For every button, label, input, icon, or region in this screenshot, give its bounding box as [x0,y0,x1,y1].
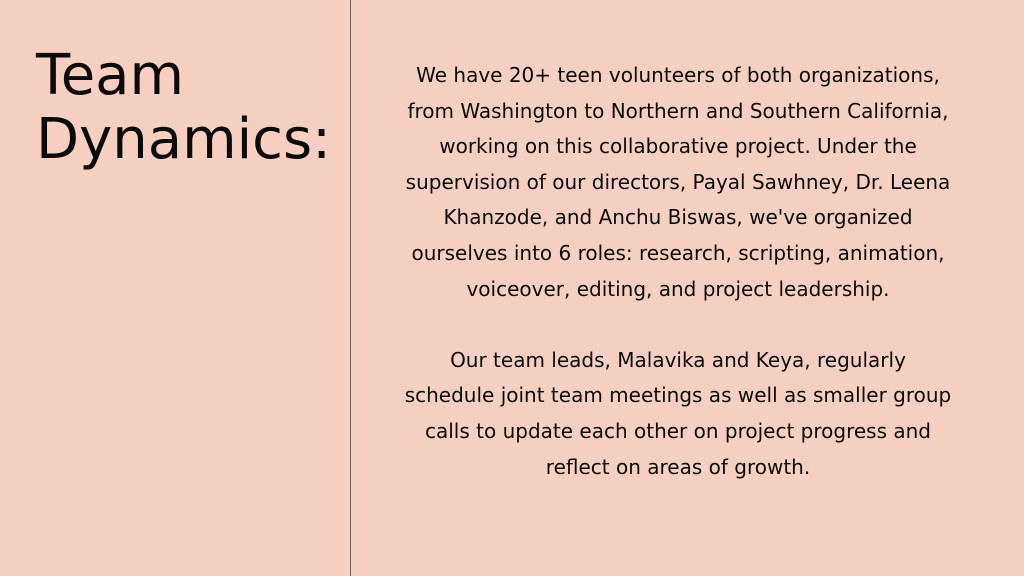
slide-title [36,44,336,172]
vertical-divider [350,0,351,576]
paragraph-team-overview: We have 20+ teen volunteers of both organizations, from Washington to Northern and Southern California, working on this collaborative project. Under the supervision of our directors, Payal Sawhney, Dr. Leena Khanzode, and Anchu Biswas, we've organized ourselves into 6 roles: research, scripting, animation, voiceover, editing, and project leadership. [405,63,951,301]
paragraph-spacer [404,307,952,343]
paragraph-team-leads: Our team leads, Malavika and Keya, regularly schedule joint team meetings as well as smaller group calls to update each other on project progress and reflect on areas of growth. [404,347,952,479]
slide-body-text [404,58,952,485]
slide-title-line-1: Team [36,43,185,108]
slide-title-line-2: Dynamics: [36,107,332,172]
